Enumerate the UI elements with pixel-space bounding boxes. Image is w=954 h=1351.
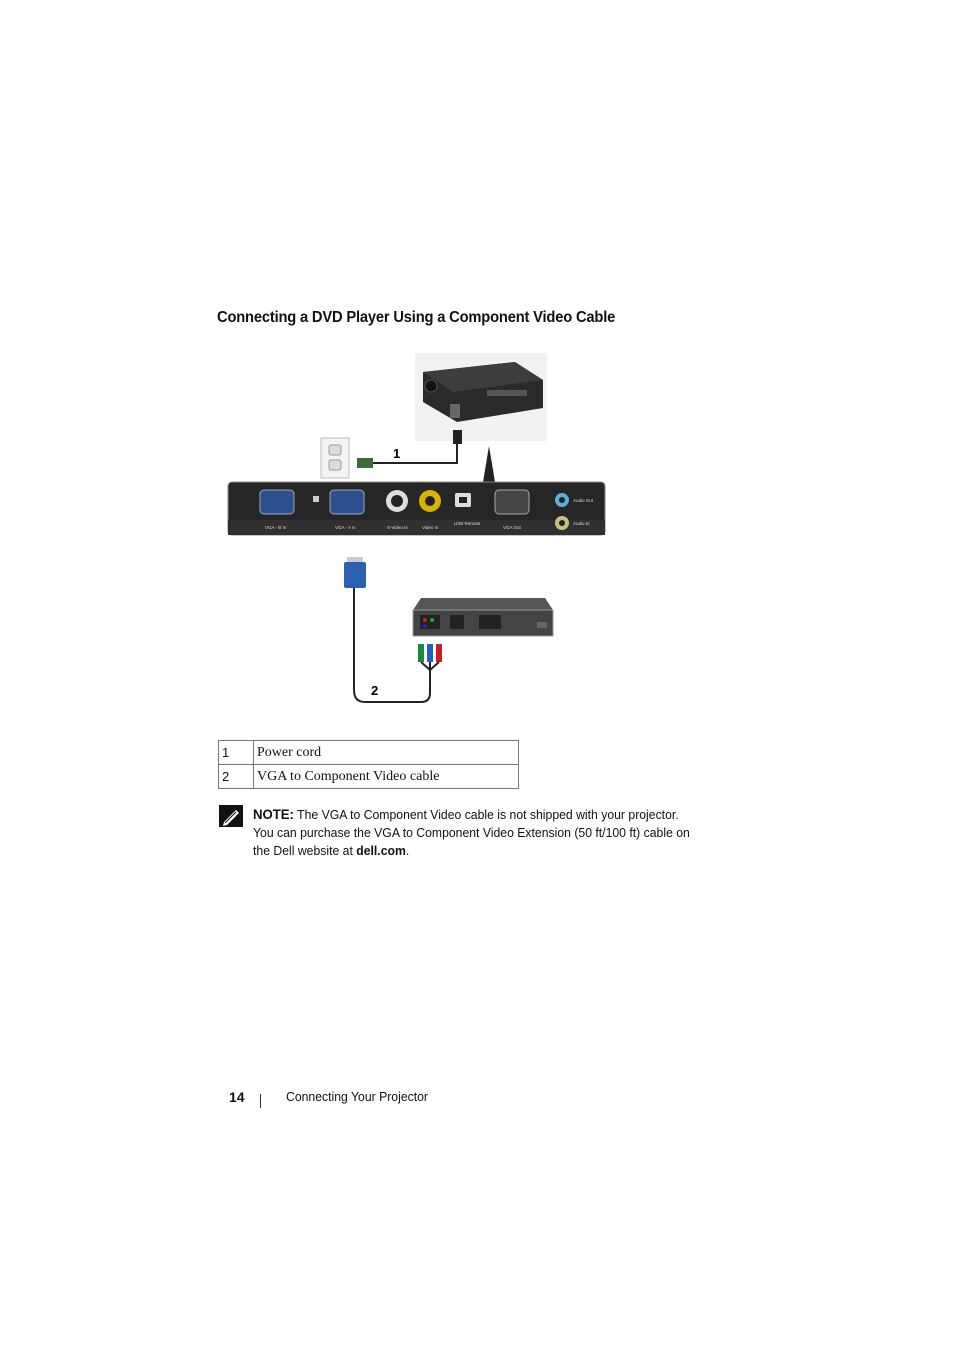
svg-text:Audio In: Audio In: [573, 521, 590, 526]
footer-section-title: Connecting Your Projector: [286, 1089, 428, 1104]
svg-text:Audio Out: Audio Out: [573, 498, 594, 503]
footer-divider: [260, 1094, 261, 1108]
svg-text:Video In: Video In: [422, 525, 439, 530]
legend-number: 2: [219, 765, 254, 789]
wall-outlet: [321, 438, 349, 478]
note-pencil-icon: [219, 805, 243, 827]
legend-number: 1: [219, 741, 254, 765]
vga-connector: [344, 562, 366, 588]
page-number: 14: [229, 1089, 245, 1105]
connection-diagram: [225, 350, 610, 710]
table-row: [219, 765, 519, 789]
svg-text:VGA - A In: VGA - A In: [335, 525, 356, 530]
svg-text:S-Video In: S-Video In: [387, 525, 408, 530]
callout-2: 2: [371, 683, 379, 698]
legend-table: [218, 740, 519, 789]
table-row: [219, 741, 519, 765]
svg-text:VGA - B In: VGA - B In: [265, 525, 287, 530]
callout-1: 1: [393, 446, 401, 461]
note-label: NOTE:: [253, 806, 294, 822]
svg-text:USB Remote: USB Remote: [454, 521, 481, 526]
note-paragraph: NOTE: The VGA to Component Video cable is not shipped with your projector. You can purchase the VGA to Component Video Extension (50 ft/100 ft) cable on the Dell website at dell.com.: [253, 806, 690, 858]
section-heading: Connecting a DVD Player Using a Component Video Cable: [217, 309, 616, 326]
svg-text:VGA Out: VGA Out: [503, 525, 521, 530]
power-plug: [357, 458, 373, 468]
dvd-player-image: [413, 598, 553, 636]
legend-label: VGA to Component Video cable: [254, 765, 519, 789]
note-text: The VGA to Component Video cable is not shipped with your projector. You can purchase the VGA to Component Video Extension (50 ft/100 ft) cable on the Dell website at: [253, 807, 690, 858]
legend-label: Power cord: [254, 741, 519, 765]
io-panel: [228, 482, 605, 535]
dell-link[interactable]: dell.com: [356, 843, 406, 858]
